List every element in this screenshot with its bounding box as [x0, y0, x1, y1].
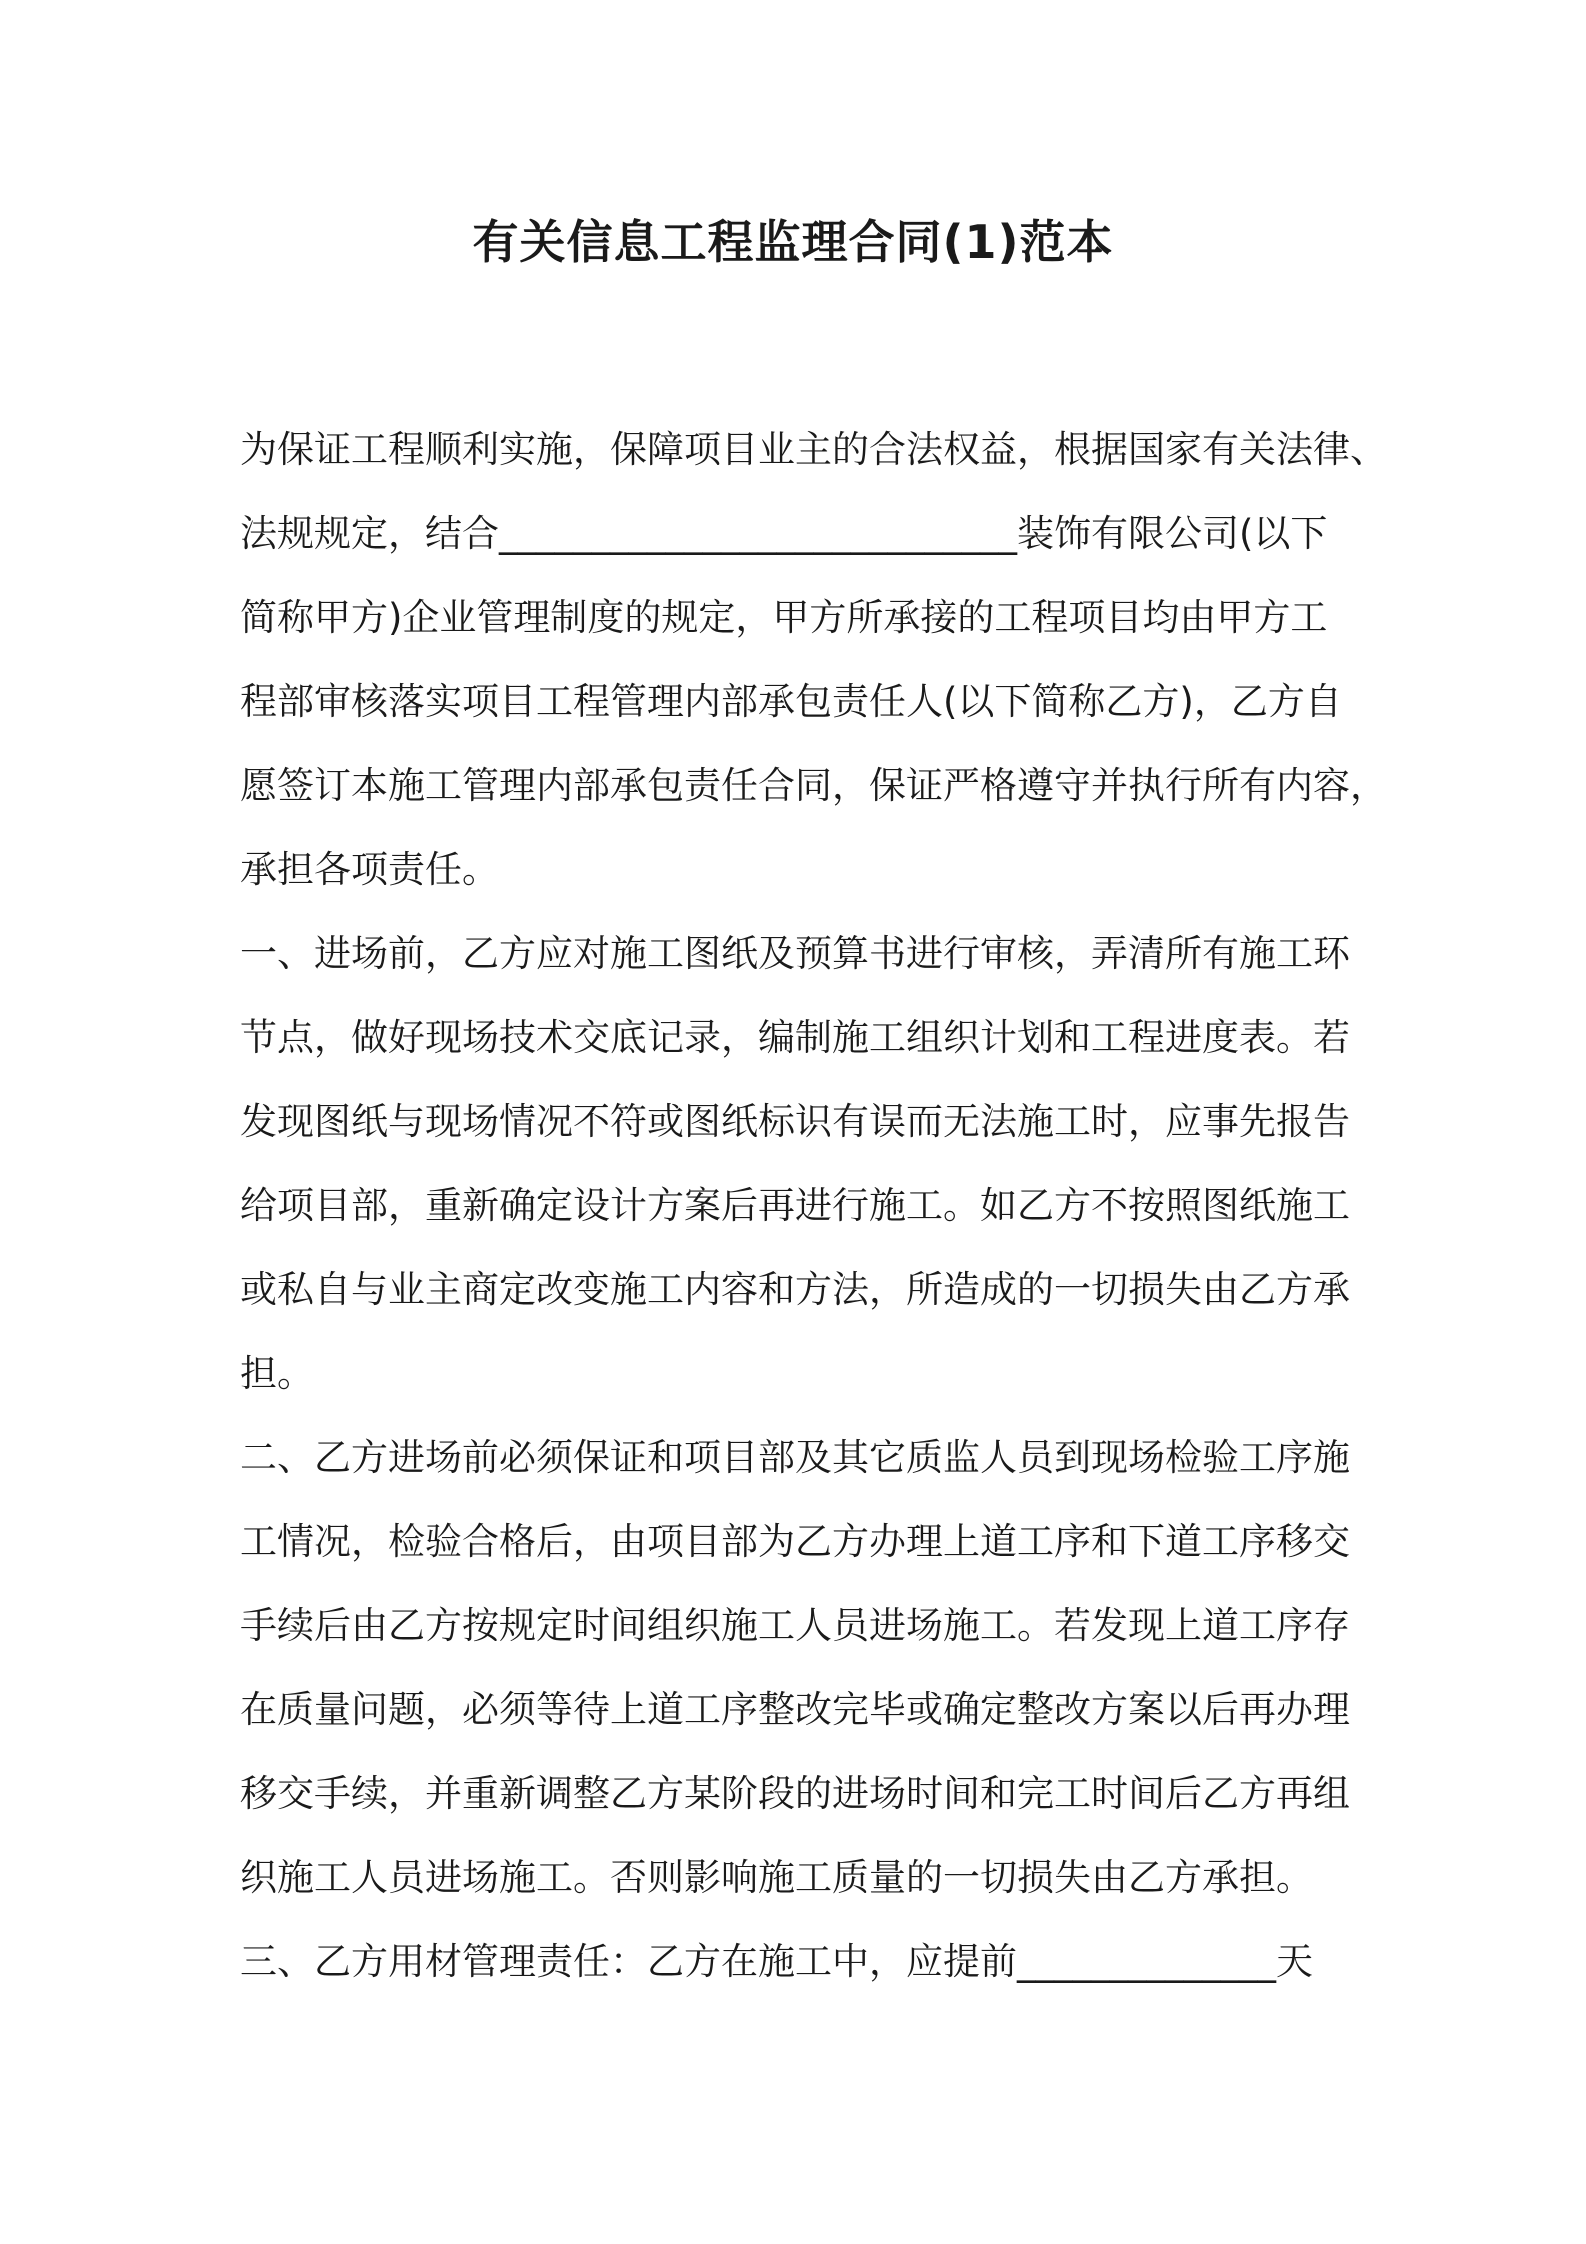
body-line: 发现图纸与现场情况不符或图纸标识有误而无法施工时，应事先报告 [240, 1100, 1350, 1143]
body-line: 节点，做好现场技术交底记录，编制施工组织计划和工程进度表。若 [240, 1016, 1350, 1059]
body-line: 愿签订本施工管理内部承包责任合同，保证严格遵守并执行所有内容， [240, 764, 1387, 807]
body-line: 简称甲方)企业管理制度的规定，甲方所承接的工程项目均由甲方工 [240, 596, 1328, 639]
clause-3-line: 三、乙方用材管理责任：乙方在施工中，应提前______________天 [240, 1940, 1313, 1983]
body-line: 在质量问题，必须等待上道工序整改完毕或确定整改方案以后再办理 [240, 1688, 1350, 1731]
body-line: 程部审核落实项目工程管理内部承包责任人(以下简称乙方)，乙方自 [240, 680, 1342, 723]
body-line: 担。 [240, 1352, 314, 1395]
clause-2-line: 二、乙方进场前必须保证和项目部及其它质监人员到现场检验工序施 [240, 1436, 1350, 1479]
body-line: 移交手续，并重新调整乙方某阶段的进场时间和完工时间后乙方再组 [240, 1772, 1350, 1815]
document-title: 有关信息工程监理合同(1)范本 [472, 215, 1114, 269]
body-line: 给项目部，重新确定设计方案后再进行施工。如乙方不按照图纸施工 [240, 1184, 1350, 1227]
clause-1-line: 一、进场前，乙方应对施工图纸及预算书进行审核，弄清所有施工环 [240, 932, 1350, 975]
body-line: 为保证工程顺利实施，保障项目业主的合法权益，根据国家有关法律、 [240, 428, 1387, 471]
body-line: 手续后由乙方按规定时间组织施工人员进场施工。若发现上道工序存 [240, 1604, 1350, 1647]
body-line: 法规规定，结合____________________________装饰有限公司(以下 [240, 512, 1328, 555]
body-line: 或私自与业主商定改变施工内容和方法，所造成的一切损失由乙方承 [240, 1268, 1350, 1311]
body-line: 工情况，检验合格后，由项目部为乙方办理上道工序和下道工序移交 [240, 1520, 1350, 1563]
body-line: 承担各项责任。 [240, 848, 499, 891]
body-line: 织施工人员进场施工。否则影响施工质量的一切损失由乙方承担。 [240, 1856, 1313, 1899]
document-body [240, 408, 1387, 2004]
